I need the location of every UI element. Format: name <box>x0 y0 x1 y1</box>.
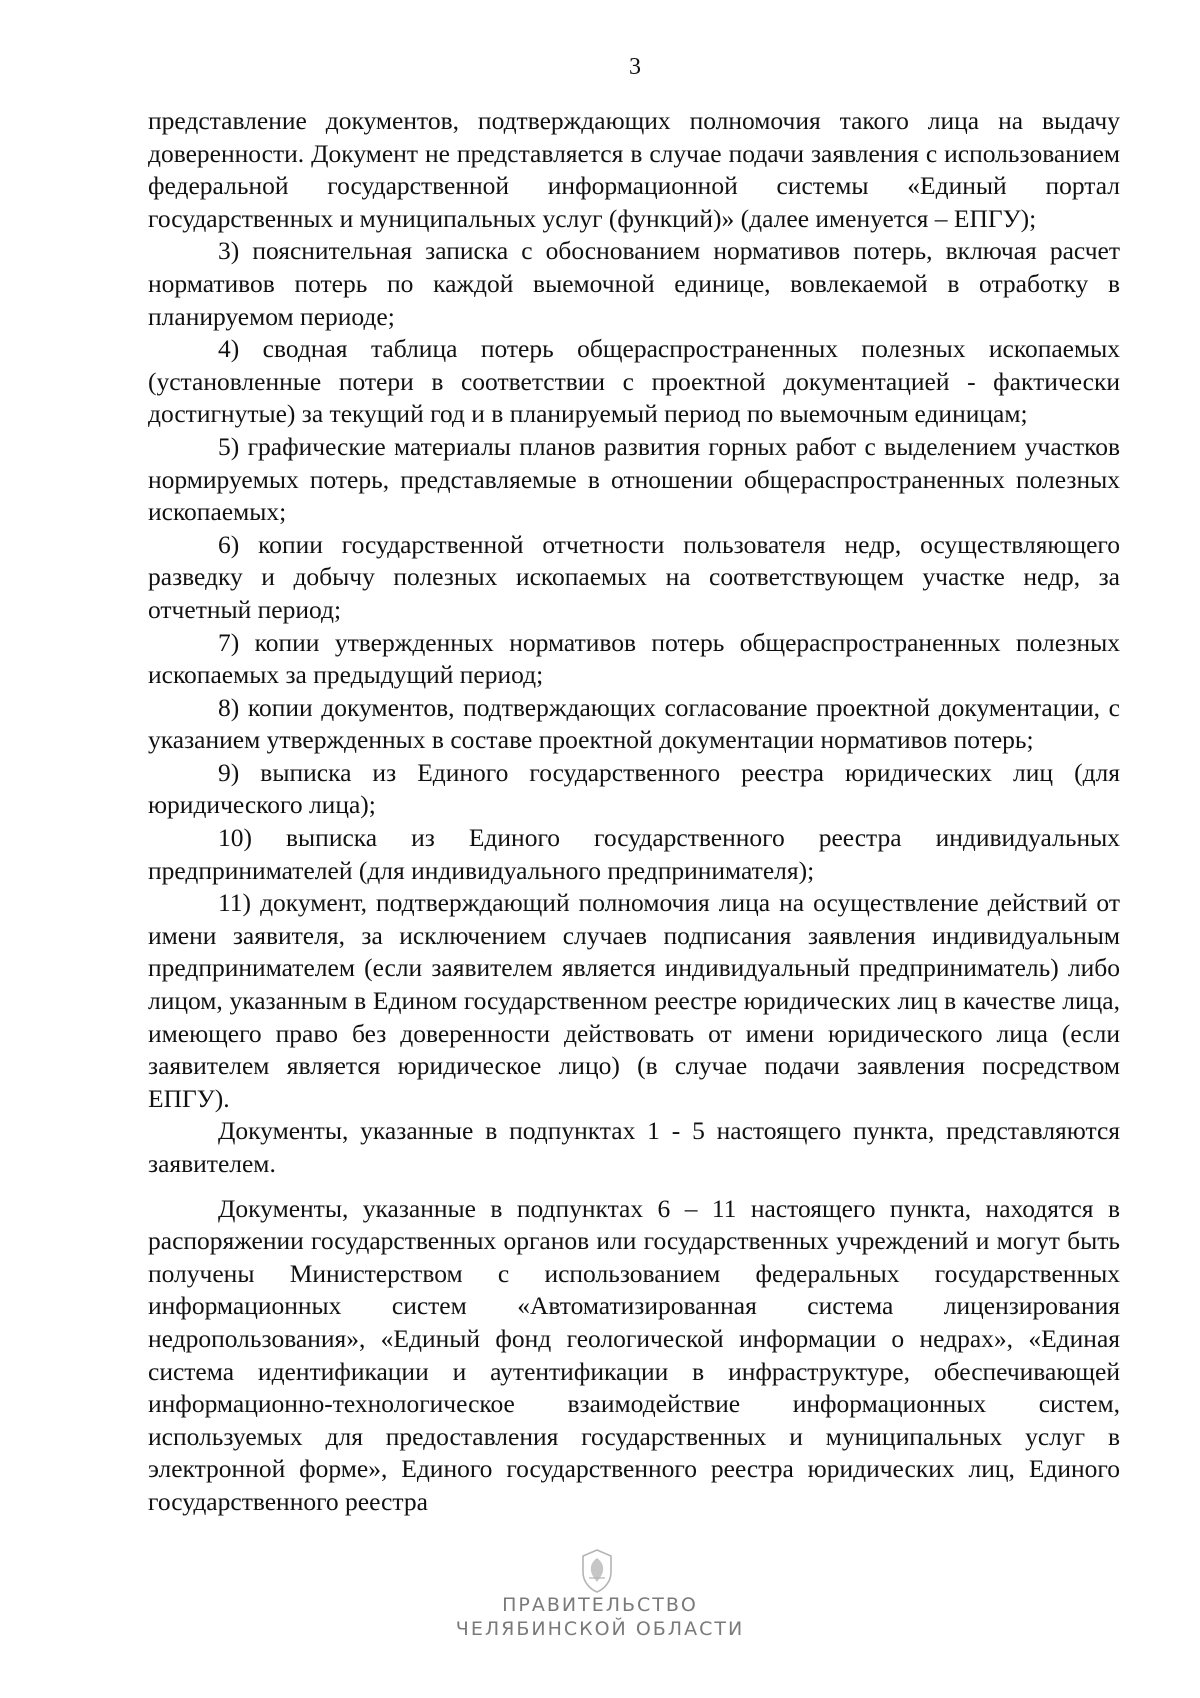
list-item-4: 4) сводная таблица потерь общераспространенных полезных ископаемых (установленные потери в соответствии с проектной документацией - фактически достигнутые) за текущий год и в планируемый период по выемочным единицам; <box>148 334 1120 429</box>
paragraph-documents-agencies: Документы, указанные в подпунктах 6 – 11 настоящего пункта, находятся в распоряжении государственных органов или государственных учреждений и могут быть получены Министерством с использованием федеральных государственных информационных систем «Автоматизированная система лицензирования недропользования», «Единый фонд геологической информации о недрах», «Единая система идентификации и аутентификации в инфраструктуре, обеспечивающей информационно-технологическое взаимодействие информационных систем, используемых для предоставления государственных и муниципальных услуг в электронной форме», Единого государственного реестра юридических лиц, Единого государственного реестра <box>148 1193 1120 1516</box>
list-item-3: 3) пояснительная записка с обоснованием нормативов потерь, включая расчет нормативов потерь по каждой выемочной единице, вовлекаемой в отработку в планируемом периоде; <box>148 236 1120 331</box>
government-name-line1: ПРАВИТЕЛЬСТВО <box>502 1594 698 1616</box>
paragraph-documents-applicant: Документы, указанные в подпунктах 1 - 5 настоящего пункта, представляются заявителем. <box>148 1116 1120 1178</box>
list-item-11: 11) документ, подтверждающий полномочия лица на осуществление действий от имени заявителя, за исключением случаев подписания заявления индивидуальным предпринимателем (если заявителем является индивидуальный предприниматель) либо лицом, указанным в Едином государственном реестре юридических лиц в качестве лица, имеющего право без доверенности действовать от имени юридического лица (если заявителем является юридическое лицо) (в случае подачи заявления посредством ЕПГУ). <box>148 888 1120 1113</box>
government-name-line2: ЧЕЛЯБИНСКОЙ ОБЛАСТИ <box>455 1618 745 1640</box>
list-item-6: 6) копии государственной отчетности пользователя недр, осуществляющего разведку и добычу полезных ископаемых на соответствующем участке недр, за отчетный период; <box>148 529 1120 624</box>
list-item-5: 5) графические материалы планов развития горных работ с выделением участков нормируемых потерь, представляемые в отношении общераспространенных полезных ископаемых; <box>148 431 1120 527</box>
paragraph-continuation: представление документов, подтверждающих полномочия такого лица на выдачу доверенности. Документ не представляется в случае подачи заявления с использованием федеральной государственной информационной системы «Единый портал государственных и муниципальных услуг (функций)» (далее именуется – ЕПГУ); <box>148 106 1120 233</box>
coat-of-arms-icon <box>580 1548 614 1594</box>
document-body <box>148 105 1120 1519</box>
list-item-7: 7) копии утвержденных нормативов потерь общераспространенных полезных ископаемых за предыдущий период; <box>148 627 1120 690</box>
page-number: 3 <box>629 54 641 80</box>
list-item-9: 9) выписка из Единого государственного реестра юридических лиц (для юридического лица); <box>148 757 1120 820</box>
list-item-10: 10) выписка из Единого государственного реестра индивидуальных предпринимателей (для индивидуального предпринимателя); <box>148 823 1120 885</box>
list-item-8: 8) копии документов, подтверждающих согласование проектной документации, с указанием утвержденных в составе проектной документации нормативов потерь; <box>148 692 1120 755</box>
